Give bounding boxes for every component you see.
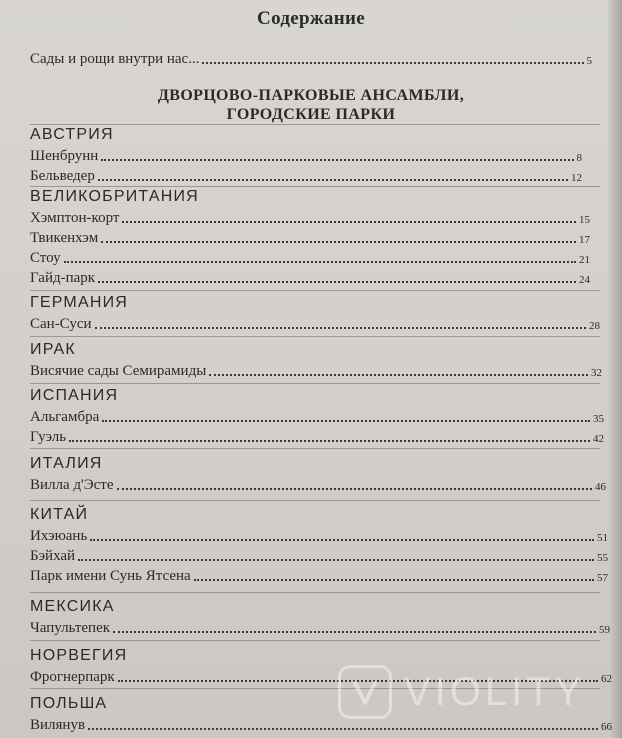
entry-label: Вилянув: [30, 717, 86, 733]
leader-dots: [69, 440, 590, 442]
toc-entry: [30, 165, 582, 185]
leader-dots: [101, 241, 576, 243]
leader-dots: [90, 539, 594, 541]
leader-dots: [102, 420, 590, 422]
country-name: ИТАЛИЯ: [30, 455, 103, 472]
toc-entry: [30, 474, 606, 494]
entry-page: 32: [591, 367, 602, 379]
country-name: ПОЛЬША: [30, 695, 108, 712]
toc-entry: [30, 207, 590, 227]
entry-page: 35: [593, 413, 604, 425]
entry-page: 42: [593, 433, 604, 445]
toc-entry: [30, 247, 590, 267]
violity-logo-icon: [338, 665, 392, 719]
entry-label: Чапультепек: [30, 620, 111, 636]
entry-page: 24: [579, 274, 590, 286]
country-mexico: [30, 597, 610, 637]
leader-dots: [78, 559, 594, 561]
leader-dots: [117, 488, 592, 490]
leader-dots: [64, 261, 576, 263]
page-title: Содержание: [257, 8, 365, 29]
leader-dots: [101, 159, 573, 161]
entry-page: 66: [601, 721, 612, 733]
country-name: ГЕРМАНИЯ: [30, 294, 129, 311]
country-name: КИТАЙ: [30, 506, 89, 523]
country-china: [30, 505, 608, 585]
entry-page: 12: [571, 172, 582, 184]
leader-dots: [98, 179, 568, 181]
toc-entry: [30, 545, 608, 565]
entry-label: Ихэюань: [30, 528, 88, 544]
toc-entry: [30, 360, 602, 380]
entry-label: Фрогнерпарк: [30, 669, 115, 685]
section-title-line1: ДВОРЦОВО-ПАРКОВЫЕ АНСАМБЛИ,: [157, 87, 465, 104]
divider-rule: [30, 336, 600, 337]
entry-label: Сады и рощи внутри нас...: [30, 51, 200, 67]
divider-rule: [30, 640, 600, 641]
country-germany: [30, 293, 600, 333]
entry-label: Хэмптон-корт: [30, 210, 120, 226]
divider-rule: [30, 290, 600, 291]
divider-rule: [30, 500, 600, 501]
toc-entry: [30, 267, 590, 287]
country-name: МЕКСИКА: [30, 598, 115, 615]
leader-dots: [88, 728, 598, 730]
watermark-text: VIOLITY: [404, 669, 586, 714]
country-austria: [30, 125, 582, 185]
leader-dots: [95, 327, 586, 329]
entry-label: Твикенхэм: [30, 230, 99, 246]
country-name: ВЕЛИКОБРИТАНИЯ: [30, 188, 199, 205]
toc-entry: [30, 313, 600, 333]
entry-page: 5: [586, 55, 592, 67]
entry-label: Стоу: [30, 250, 61, 266]
leader-dots: [122, 221, 576, 223]
toc-entry: [30, 525, 608, 545]
entry-page: 62: [601, 673, 612, 685]
entry-label: Бэйхай: [30, 548, 76, 564]
toc-entry: [30, 565, 608, 585]
entry-label: Сан-Суси: [30, 316, 92, 332]
entry-label: Альгамбра: [30, 409, 100, 425]
intro-entry: [30, 50, 592, 68]
leader-dots: [98, 281, 576, 283]
divider-rule: [30, 592, 600, 593]
leader-dots: [209, 374, 588, 376]
leader-dots: [202, 62, 583, 64]
country-spain: [30, 386, 604, 446]
entry-label: Бельведер: [30, 168, 95, 184]
country-iraq: [30, 340, 602, 380]
entry-page: 21: [579, 254, 590, 266]
entry-page: 55: [597, 552, 608, 564]
country-name: НОРВЕГИЯ: [30, 647, 128, 664]
divider-rule: [30, 448, 600, 449]
country-name: ИСПАНИЯ: [30, 387, 119, 404]
watermark: [338, 665, 585, 719]
entry-label: Гуэль: [30, 429, 67, 445]
entry-page: 46: [595, 481, 606, 493]
section-title-line2: ГОРОДСКИЕ ПАРКИ: [226, 106, 396, 123]
entry-page: 51: [597, 532, 608, 544]
toc-entry: [30, 426, 604, 446]
entry-label: Гайд-парк: [30, 270, 96, 286]
country-great-britain: [30, 187, 590, 287]
entry-page: 28: [589, 320, 600, 332]
entry-page: 17: [579, 234, 590, 246]
entry-label: Висячие сады Семирамиды: [30, 363, 207, 379]
entry-page: 57: [597, 572, 608, 584]
entry-page: 15: [579, 214, 590, 226]
toc-entry: [30, 406, 604, 426]
toc-entry: [30, 227, 590, 247]
country-name: ИРАК: [30, 341, 76, 358]
toc-entry: [30, 617, 610, 637]
entry-label: Парк имени Сунь Ятсена: [30, 568, 191, 584]
entry-page: 59: [599, 624, 610, 636]
leader-dots: [113, 631, 596, 633]
entry-label: Шенбрунн: [30, 148, 99, 164]
entry-page: 8: [576, 152, 582, 164]
leader-dots: [194, 579, 594, 581]
divider-rule: [30, 383, 600, 384]
country-italy: [30, 454, 606, 494]
country-name: АВСТРИЯ: [30, 126, 114, 143]
toc-entry: [30, 145, 582, 165]
entry-label: Вилла д'Эсте: [30, 477, 114, 493]
section-title: [0, 86, 622, 124]
